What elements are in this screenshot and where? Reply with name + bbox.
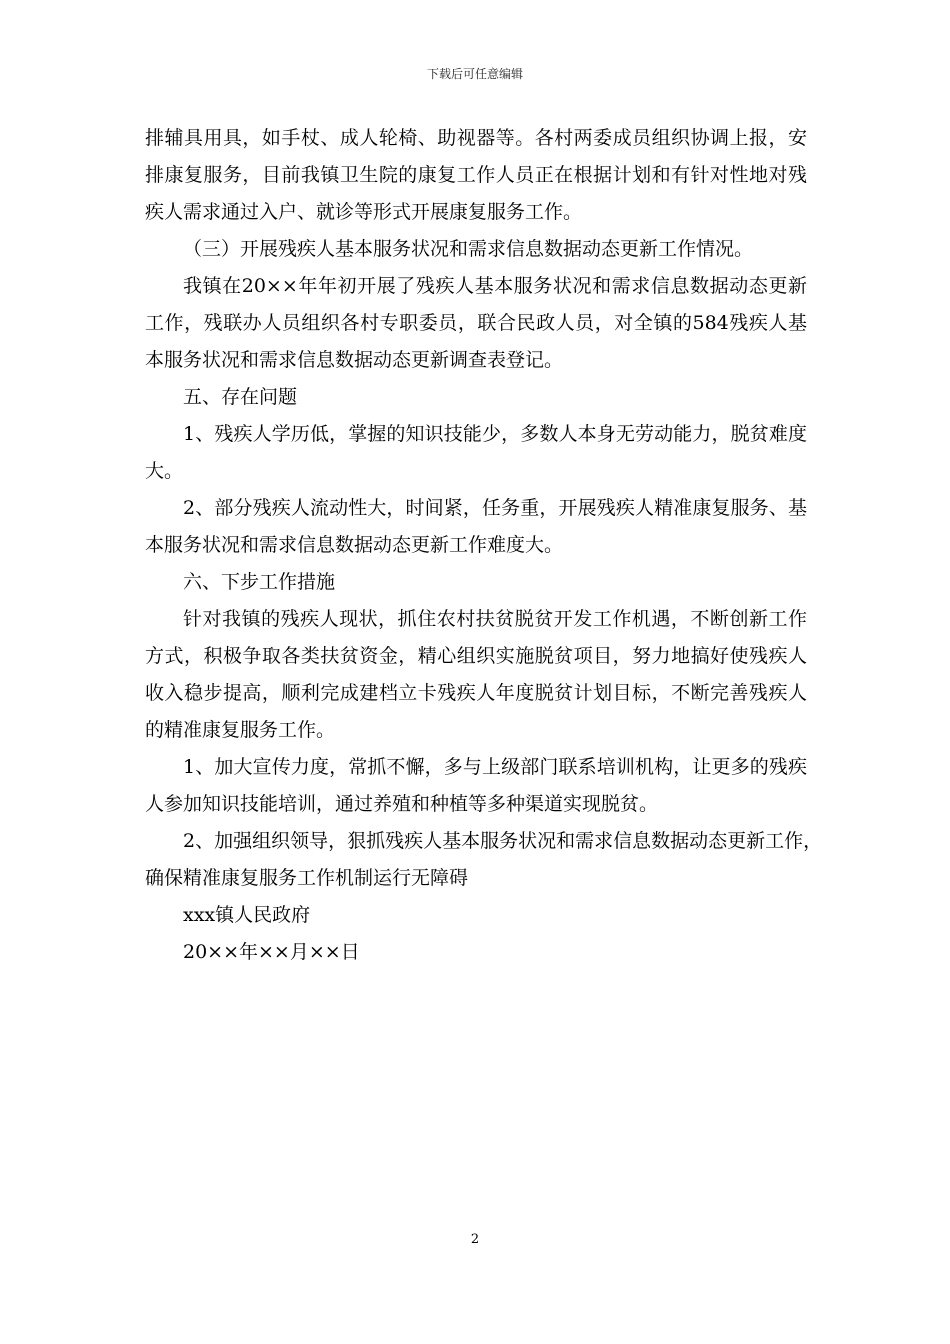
text-line: 1、残疾人学历低，掌握的知识技能少，多数人本身无劳动能力，脱贫难度 bbox=[183, 423, 807, 445]
text-line: 五、存在问题 bbox=[183, 386, 298, 408]
section-heading bbox=[145, 564, 807, 601]
text-line: 确保精准康复服务工作机制运行无障碍 bbox=[145, 867, 469, 889]
text-line: 六、下步工作措施 bbox=[183, 571, 336, 593]
text-line: 收入稳步提高，顺利完成建档立卡残疾人年度脱贫计划目标，不断完善残疾人 bbox=[145, 682, 807, 704]
page-header: 下载后可任意编辑 bbox=[426, 67, 523, 81]
list-item bbox=[145, 823, 823, 897]
text-line: 本服务状况和需求信息数据动态更新工作难度大。 bbox=[145, 534, 564, 556]
signature-block bbox=[145, 897, 807, 971]
text-line: 本服务状况和需求信息数据动态更新调查表登记。 bbox=[145, 349, 564, 371]
paragraph bbox=[145, 268, 807, 379]
paragraph bbox=[145, 120, 807, 231]
paragraph bbox=[145, 601, 807, 749]
signature-org: xxx镇人民政府 bbox=[183, 904, 311, 926]
document-body bbox=[145, 120, 823, 971]
signature-date: 20××年××月××日 bbox=[183, 941, 360, 963]
text-line: 排康复服务，目前我镇卫生院的康复工作人员正在根据计划和有针对性地对残 bbox=[145, 164, 807, 186]
text-line: 2、加强组织领导，狠抓残疾人基本服务状况和需求信息数据动态更新工作， bbox=[183, 830, 823, 852]
text-line: 我镇在20××年年初开展了残疾人基本服务状况和需求信息数据动态更新 bbox=[183, 275, 807, 297]
page-number: 2 bbox=[470, 1232, 480, 1247]
text-line: 方式，积极争取各类扶贫资金，精心组织实施脱贫项目，努力地搞好使残疾人 bbox=[145, 645, 807, 667]
section-heading bbox=[145, 379, 807, 416]
text-line: 人参加知识技能培训，通过养殖和种植等多种渠道实现脱贫。 bbox=[145, 793, 659, 815]
text-line: 排辅具用具，如手杖、成人轮椅、助视器等。各村两委成员组织协调上报，安 bbox=[145, 127, 807, 149]
text-line: 工作，残联办人员组织各村专职委员，联合民政人员，对全镇的584残疾人基 bbox=[145, 312, 807, 334]
text-line: 1、加大宣传力度，常抓不懈，多与上级部门联系培训机构，让更多的残疾 bbox=[183, 756, 807, 778]
text-line: 针对我镇的残疾人现状，抓住农村扶贫脱贫开发工作机遇，不断创新工作 bbox=[183, 608, 807, 630]
text-line: （三）开展残疾人基本服务状况和需求信息数据动态更新工作情况。 bbox=[183, 238, 754, 260]
list-item bbox=[145, 749, 807, 823]
text-line: 的精准康复服务工作。 bbox=[145, 719, 336, 741]
text-line: 2、部分残疾人流动性大，时间紧，任务重，开展残疾人精准康复服务、基 bbox=[183, 497, 807, 519]
text-line: 大。 bbox=[145, 460, 184, 482]
list-item bbox=[145, 416, 807, 490]
text-line: 疾人需求通过入户、就诊等形式开展康复服务工作。 bbox=[145, 201, 583, 223]
section-heading bbox=[145, 231, 807, 268]
list-item bbox=[145, 490, 807, 564]
